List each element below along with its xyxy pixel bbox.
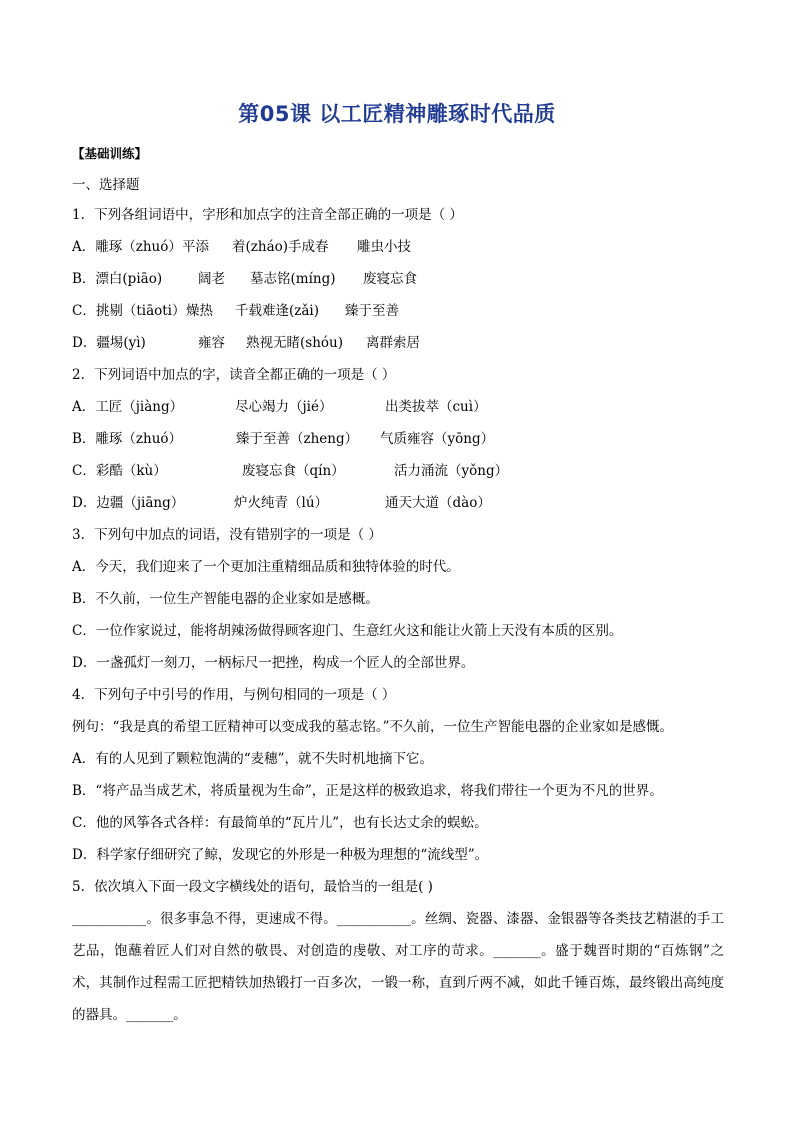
question-3-option-b: B．不久前，一位生产智能电器的企业家如是感概。 [72, 591, 379, 607]
option-cell: 千载难逢(zǎi) [235, 303, 320, 319]
question-4-option-c: C．他的风筝各式各样：有最简单的“瓦片儿”，也有长达丈余的蜈蚣。 [72, 815, 488, 831]
option-cell: 着(zháo)手成春 [232, 239, 329, 255]
option-cell: 活力涌流（yǒng） [394, 463, 509, 479]
option-cell: 废寝忘食 [363, 271, 417, 287]
question-2-option-a [72, 391, 724, 423]
option-cell: 阔老 [198, 271, 225, 287]
option-cell: 废寝忘食（qín） [242, 463, 345, 479]
question-3-option-c: C．一位作家说过，能将胡辣汤做得顾客迎门、生意红火这和能让火箭上天没有本质的区别。 [72, 623, 623, 639]
option-cell: 臻于至善（zheng） [236, 431, 359, 447]
option-cell: C．彩酷（kù） [72, 463, 167, 479]
question-4-option-a: A．有的人见到了颗粒饱满的“麦穗”，就不失时机地摘下它。 [72, 751, 434, 767]
option-cell: 尽心竭力（jié） [235, 399, 333, 415]
question-2-option-d [72, 487, 724, 519]
question-1-stem: 1．下列各组词语中，字形和加点字的注音全部正确的一项是（ ） [72, 207, 463, 223]
question-1-option-d [72, 327, 724, 359]
question-3-option-d: D．一盏孤灯一刻刀，一柄标尺一把挫，构成一个匠人的全部世界。 [72, 655, 475, 671]
part-label: 一、选择题 [72, 177, 140, 193]
document-title: 第05课 以工匠精神雕琢时代品质 [238, 102, 556, 126]
question-2-option-b [72, 423, 724, 455]
question-3-stem: 3．下列句中加点的词语，没有错别字的一项是（ ） [72, 527, 382, 543]
option-cell: 通天大道（dào） [385, 495, 491, 511]
option-cell: 炉火纯青（lú） [234, 495, 329, 511]
option-cell: 平添 [182, 239, 209, 255]
question-2-option-c [72, 455, 724, 487]
option-cell: B．漂白(piāo) [72, 271, 163, 287]
section-label: 【基础训练】 [72, 146, 148, 161]
question-4-stem: 4．下列句子中引号的作用，与例句相同的一项是（ ） [72, 687, 396, 703]
option-cell: C．挑剔（tiāoti） [72, 303, 186, 319]
option-cell: D．边疆（jiāng） [72, 495, 185, 511]
question-1-option-b [72, 263, 724, 295]
question-1-option-c [72, 295, 724, 327]
option-cell: 离群索居 [366, 335, 420, 351]
option-cell: 燥热 [186, 303, 213, 319]
question-5-stem: 5．依次填入下面一段文字横线处的语句，最恰当的一组是( ) [72, 879, 433, 895]
question-4-option-b: B．“将产品当成艺术，将质量视为生命”，正是这样的极致追求，将我们带往一个更为不凡的世界。 [72, 783, 663, 799]
option-cell: D．疆埸(yì) [72, 335, 146, 351]
option-cell: A．雕琢（zhuó） [72, 239, 182, 255]
option-cell: 气质雍容（yōng） [380, 431, 495, 447]
question-3-option-a: A．今天，我们迎来了一个更加注重精细品质和独特体验的时代。 [72, 559, 460, 575]
option-cell: 出类拔萃（cuì） [385, 399, 487, 415]
question-4-example: 例句：“我是真的希望工匠精神可以变成我的墓志铭。”不久前，一位生产智能电器的企业家如是感慨。 [72, 719, 674, 735]
option-cell: 墓志铭(míng) [250, 271, 336, 287]
question-5-passage: ___________。很多事急不得，更速成不得。___________。丝绸、瓷器、漆器、金银器等各类技艺精湛的手工艺品，饱蘸着匠人们对自然的敬畏、对创造的虔敬、对工序的苛求。_______。盛于魏晋时期的“百炼钢”之术，其制作过程需工匠把精铁加热锻打一百多次，一锻一称，直到斤两不减，如此千锤百炼，最终锻出高纯度的器具。_______。 [72, 911, 724, 1023]
question-2-stem: 2．下列词语中加点的字，读音全都正确的一项是（ ） [72, 367, 396, 383]
option-cell: A．工匠（jiàng） [72, 399, 184, 415]
question-4-option-d: D．科学家仔细研究了鲸，发现它的外形是一种极为理想的“流线型”。 [72, 847, 489, 863]
question-1-option-a [72, 231, 724, 263]
option-cell: 熟视无睹(shóu) [246, 335, 343, 351]
option-cell: 臻于至善 [345, 303, 399, 319]
option-cell: B．雕琢（zhuó） [72, 431, 183, 447]
document-body [72, 145, 724, 1031]
option-cell: 雕虫小技 [357, 239, 411, 255]
option-cell: 雍容 [198, 335, 225, 351]
